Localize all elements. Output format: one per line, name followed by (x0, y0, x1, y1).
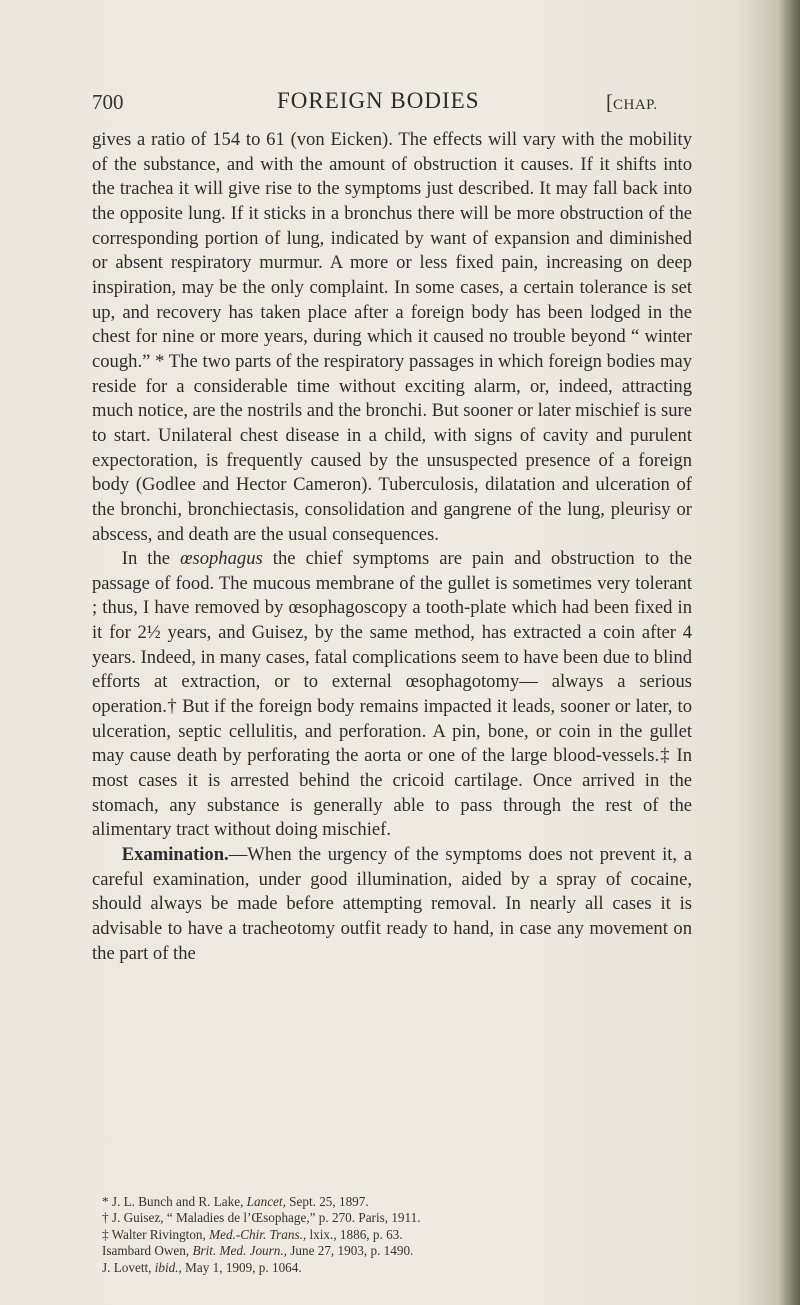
footnote-journal: Med.-Chir. Trans., (209, 1226, 307, 1242)
chapter-bracket: [ (606, 90, 613, 114)
paragraph-text: the chief symptoms are pain and obstruction to the passage of food. The mucous membrane of the gullet is sometimes very tolerant ; thus, I have removed by œsophagoscopy a tooth-plate which had been fixed in it for 2½ years, and Guisez, by the same method, has extracted a coin after 4 years. Indeed, in many cases, fatal complications seem to have been due to blind efforts at extraction, or to external œsophagotomy— always a serious operation.† But if the foreign body remains impacted it leads, sooner or later, to ulceration, septic cellulitis, and perforation. A pin, bone, or coin in the gullet may cause death by perforating the aorta or one of the large blood-vessels.‡ In most cases it is arrested behind the cricoid cartilage. Once arrived in the stomach, any substance is generally able to pass through the rest of the alimentary tract without doing mischief. (92, 548, 692, 841)
running-title: FOREIGN BODIES (277, 88, 480, 113)
italic-term: œsophagus (180, 548, 263, 570)
footnote-text: * J. L. Bunch and R. Lake, (102, 1194, 247, 1209)
section-heading: Examination. (121, 844, 229, 866)
paragraph-text: gives a ratio of 154 to 61 (von Eicken). The effects will vary with the mobility of the substance, and with the amount of obstruction it causes. If it shifts into the trachea it will give rise to the symptoms just described. It may fall back into the opposite lung. If it sticks in a bronchus there will be more obstruction of the corresponding portion of lung, indicated by want of expansion and diminished or absent respiratory murmur. A more or less fixed pain, increasing on deep inspiration, may be the only complaint. In some cases, a certain tolerance is set up, and recovery has taken place after a foreign body has been lodged in the chest for nine or more years, during which it caused no trouble beyond “ winter cough.” * The two parts of the respiratory passages in which foreign bodies may reside for a considerable time without exciting alarm, or, indeed, attracting much notice, are the nostrils and the bronchi. But sooner or later mischief is sure to start. Unilateral chest disease in a child, with signs of cavity and purulent expectoration, is frequently caused by the unsuspected presence of a foreign body (Godlee and Hector Cameron). Tuberculosis, dilatation and ulceration of the bronchi, bronchiectasis, consolidation and gangrene of the lung, pleurisy or abscess, and death are the usual consequences. (92, 129, 693, 545)
footnotes (92, 1194, 692, 1276)
footnote-ref: Sept. 25, 1897. (285, 1194, 369, 1209)
footnote-text: ‡ Walter Rivington, (102, 1226, 210, 1242)
footnote (92, 1194, 692, 1210)
footnote-text: † J. Guisez, “ Maladies de l’Œsophage,” p. 270. Paris, 1911. (102, 1210, 421, 1226)
paragraph-text: —When the urgency of the symptoms does not prevent it, a careful examination, under good illumination, aided by a spray of cocaine, should always be made before attempting removal. In nearly all cases it is advisable to have a tracheotomy outfit ready to hand, in case any movement on the part of the (92, 844, 692, 964)
footnote-text: Isambard Owen, (102, 1243, 193, 1259)
footnote (92, 1227, 692, 1243)
footnote-ref: June 27, 1903, p. 1490. (286, 1243, 414, 1259)
footnote-ref: May 1, 1909, p. 1064. (181, 1259, 302, 1275)
running-header (92, 88, 692, 118)
paragraph-lead: In the (121, 548, 181, 570)
footnote-journal: ibid., (154, 1259, 182, 1275)
paragraph-examination (92, 843, 692, 966)
footnote (92, 1210, 692, 1226)
footnote-ref: lxix., 1886, p. 63. (306, 1226, 403, 1242)
page-number: 700 (92, 90, 124, 114)
chapter-abbrev: CHAP. (613, 97, 658, 113)
footnote-journal: Brit. Med. Journ., (192, 1243, 287, 1259)
chapter-label (606, 90, 658, 115)
paragraph-continuation (92, 128, 692, 547)
paragraph-oesophagus (92, 547, 692, 843)
footnote-text: J. Lovett, (102, 1259, 155, 1275)
footnote-journal: Lancet, (246, 1194, 286, 1209)
footnote (92, 1243, 692, 1259)
body-text (92, 128, 692, 966)
footnote (92, 1260, 692, 1276)
page-edge-shadow (778, 0, 800, 1305)
